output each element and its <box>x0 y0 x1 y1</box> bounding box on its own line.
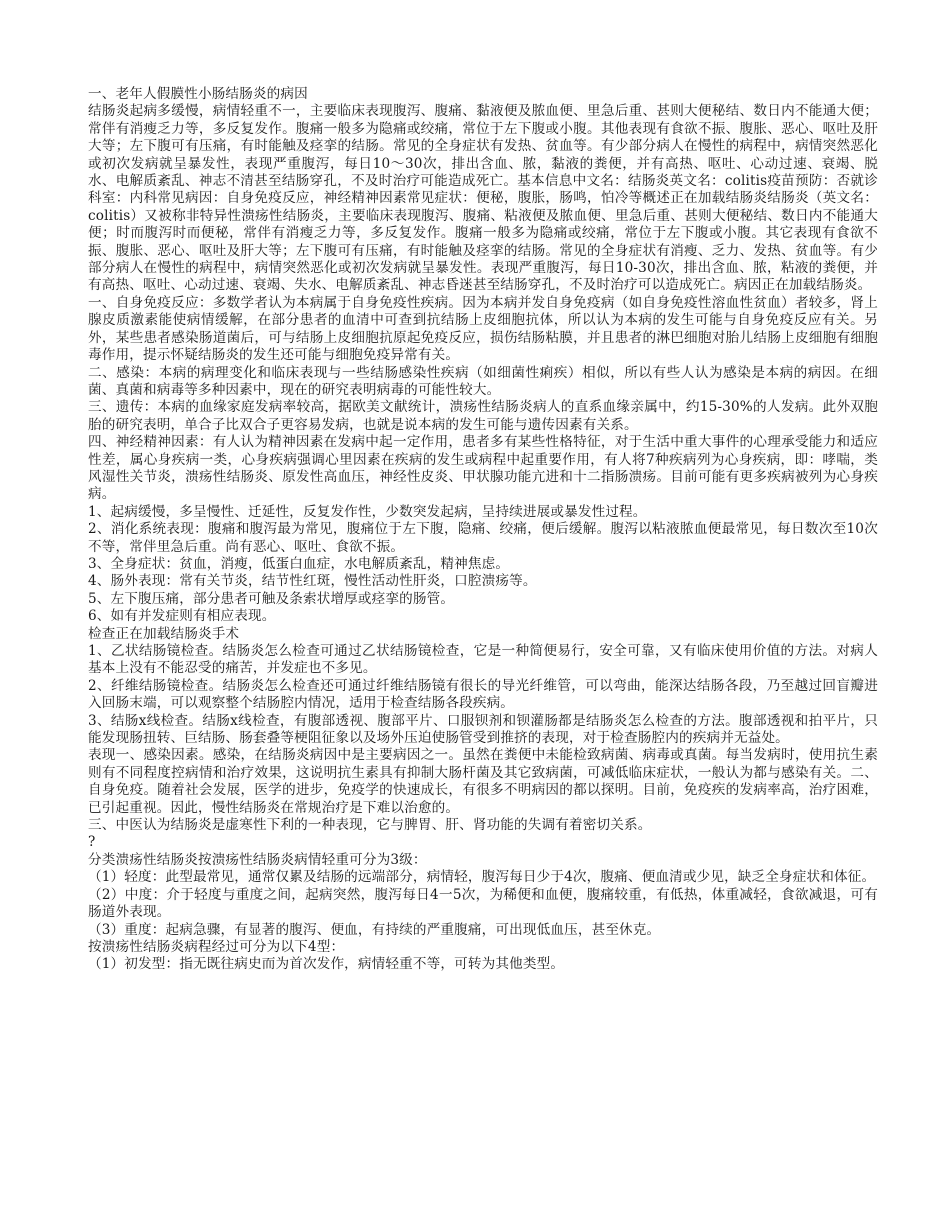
paragraph-tcm: 三、中医认为结肠炎是虚寒性下利的一种表现，它与脾胃、肝、肾功能的失调有着密切关系。 <box>88 817 652 834</box>
symptom-item-5: 5、左下腹压痛，部分患者可触及条索状增厚或痉挛的肠管。 <box>88 590 455 607</box>
document-body <box>88 86 878 974</box>
symptom-item-6: 6、如有并发症则有相应表现。 <box>88 608 276 625</box>
paragraph-infection: 二、感染：本病的病理变化和临床表现与一些结肠感染性疾病（如细菌性痢疾）相似，所以有些人认为感染是本病的病因。在细菌、真菌和病毒等多种因素中，现在的研究表明病毒的可能性较大。 <box>88 364 878 398</box>
stray-question-mark: ? <box>88 834 96 851</box>
grade-item-moderate: （2）中度：介于轻度与重度之间，起病突然，腹泻每日4一5次，为稀便和血便，腹痛较重，有低热，体重减轻，食欲减退，可有肠道外表现。 <box>88 886 878 921</box>
symptom-item-1: 1、起病缓慢，多呈慢性、迁延性，反复发作性，少数突发起病，呈持续进展或暴发性过程。 <box>88 503 647 520</box>
paragraph-genetics: 三、遗传：本病的血缘家庭发病率较高，据欧美文献统计，溃疡性结肠炎病人的直系血缘亲属中，约15-30%的人发病。此外双胞胎的研究表明，单合子比双合子更容易发病，也就是说本病的发生可能与遗传因素有关系。 <box>88 399 878 433</box>
section-heading-exam: 检查正在加载结肠炎手术 <box>88 625 240 642</box>
exam-item-2: 2、纤维结肠镜检查。结肠炎怎么检查还可通过纤维结肠镜有很长的导光纤维管，可以弯曲，能深达结肠各段，乃至越过回盲瓣进入回肠末端，可以观察整个结肠腔内情况，适用于检查结肠各段疾病。 <box>88 677 878 712</box>
paragraph-autoimmune: 一、自身免疫反应：多数学者认为本病属于自身免疫性疾病。因为本病并发自身免疫病（如自身免疫性溶血性贫血）者较多，肾上腺皮质激素能使病情缓解，在部分患者的血清中可查到抗结肠上皮细胞抗体，所以认为本病的发生可能与自身免疫反应有关。另外，某些患者感染肠道菌后，可与结肠上皮细胞抗原起免疫反应，损伤结肠粘膜，并且患者的淋巴细胞对胎儿结肠上皮细胞有细胞毒作用，提示怀疑结肠炎的发生还可能与细胞免疫异常有关。 <box>88 294 878 364</box>
course-item-initial: （1）初发型：指无既往病史而为首次发作，病情轻重不等，可转为其他类型。 <box>88 956 565 973</box>
paragraph-manifestation: 表现一、感染因素。感染，在结肠炎病因中是主要病因之一。虽然在粪便中未能检致病菌、病毒或真菌。每当发病时，使用抗生素则有不同程度控病情和治疗效果，这说明抗生素具有抑制大肠杆菌及其它致病菌，可减低临床症状，一般认为都与感染有关。二、自身免疫。随着社会发展，医学的进步，免疫学的快速成长，有很多不明病因的都以探明。目前，免疫疾的发病率高，治疗困难，已引起重视。因此，慢性结肠炎在常规治疗是下难以治愈的。 <box>88 747 878 816</box>
section-heading-classification: 分类溃疡性结肠炎按溃疡性结肠炎病情轻重可分为3级： <box>88 851 427 868</box>
paragraph-overview: 结肠炎起病多缓慢，病情轻重不一，主要临床表现腹泻、腹痛、黏液便及脓血便、里急后重、甚则大便秘结、数日内不能通大便；常伴有消瘦乏力等，多反复发作。腹痛一般多为隐痛或绞痛，常位于左下腹或小腹。其他表现有食欲不振、腹胀、恶心、呕吐及肝大等；左下腹可有压痛，有时能触及痉挛的结肠。常见的全身症状有发热、贫血等。有少部分病人在慢性的病程中，病情突然恶化或初次发病就呈暴发性，表现严重腹泻，每日10～30次，排出含血、脓，黏液的粪便，并有高热、呕吐、心动过速、衰竭、脱水、电解质紊乱、神志不清甚至结肠穿孔，不及时治疗可能造成死亡。基本信息中文名：结肠炎英文名：colitis疫苗预防：否就诊科室：内科常见病因：自身免疫反应，神经精神因素常见症状：便秘，腹胀，肠鸣，怕冷等概述正在加载结肠炎结肠炎（英文名：colitis）又被称非特异性溃疡性结肠炎，主要临床表现腹泻、腹痛、粘液便及脓血便、里急后重、甚则大便秘结、数日内不能通大便；时而腹泻时而便秘，常伴有消瘦乏力等，多反复发作。腹痛一般多为隐痛或绞痛，常位于左下腹或小腹。其它表现有食欲不振、腹胀、恶心、呕吐及肝大等；左下腹可有压痛，有时能触及痉挛的结肠。常见的全身症状有消瘦、乏力、发热、贫血等。有少部分病人在慢性的病程中，病情突然恶化或初次发病就呈暴发性。表现严重腹泻，每日10-30次，排出含血、脓，粘液的粪便，并有高热、呕吐、心动过速、衰竭、失水、电解质紊乱、神志昏迷甚至结肠穿孔，不及时治疗可以造成死亡。病因正在加载结肠炎。 <box>88 103 878 294</box>
paragraph-psychological: 四、神经精神因素：有人认为精神因素在发病中起一定作用，患者多有某些性格特征，对于生活中重大事件的心理承受能力和适应性差，属心身疾病一类，心身疾病强调心里因素在疾病的发生或病程中起重要作用，有人将7种疾病列为心身疾病，即：哮喘，类风湿性关节炎，溃疡性结肠炎、原发性高血压，神经性皮炎、甲状腺功能亢进和十二指肠溃疡。目前可能有更多疾病被列为心身疾病。 <box>88 434 878 503</box>
symptom-item-3: 3、全身症状：贫血，消瘦，低蛋白血症，水电解质紊乱，精神焦虑。 <box>88 555 510 572</box>
grade-item-mild: （1）轻度：此型最常见，通常仅累及结肠的远端部分，病情轻，腹泻每日少于4次，腹痛、便血清或少见，缺乏全身症状和体征。 <box>88 869 876 886</box>
symptom-item-4: 4、肠外表现：常有关节炎，结节性红斑，慢性活动性肝炎，口腔溃疡等。 <box>88 573 537 590</box>
grade-item-severe: （3）重度：起病急骤，有显著的腹泻、便血，有持续的严重腹痛，可出现低血压，甚至休克。 <box>88 921 661 938</box>
exam-item-1: 1、乙状结肠镜检查。结肠炎怎么检查可通过乙状结肠镜检查，它是一种简便易行，安全可靠，又有临床使用价值的方法。对病人基本上没有不能忍受的痛苦，并发症也不多见。 <box>88 643 878 677</box>
symptom-item-2: 2、消化系统表现：腹痛和腹泻最为常见，腹痛位于左下腹，隐痛、绞痛，便后缓解。腹泻以粘液脓血便最常见，每日数次至10次不等，常伴里急后重。尚有恶心、呕吐、食欲不振。 <box>88 521 878 555</box>
section-heading: 一、老年人假膜性小肠结肠炎的病因 <box>88 86 308 102</box>
section-heading-course: 按溃疡性结肠炎病程经过可分为以下4型： <box>88 938 345 955</box>
exam-item-3: 3、结肠x线检查。结肠x线检查，有腹部透视、腹部平片、口服钡剂和钡灌肠都是结肠炎怎么检查的方法。腹部透视和拍平片，只能发现肠扭转、巨结肠、肠套叠等梗阻征象以及场外压迫使肠管受到推挤的表现，对于检查肠腔内的疾病并无益处。 <box>88 712 878 747</box>
